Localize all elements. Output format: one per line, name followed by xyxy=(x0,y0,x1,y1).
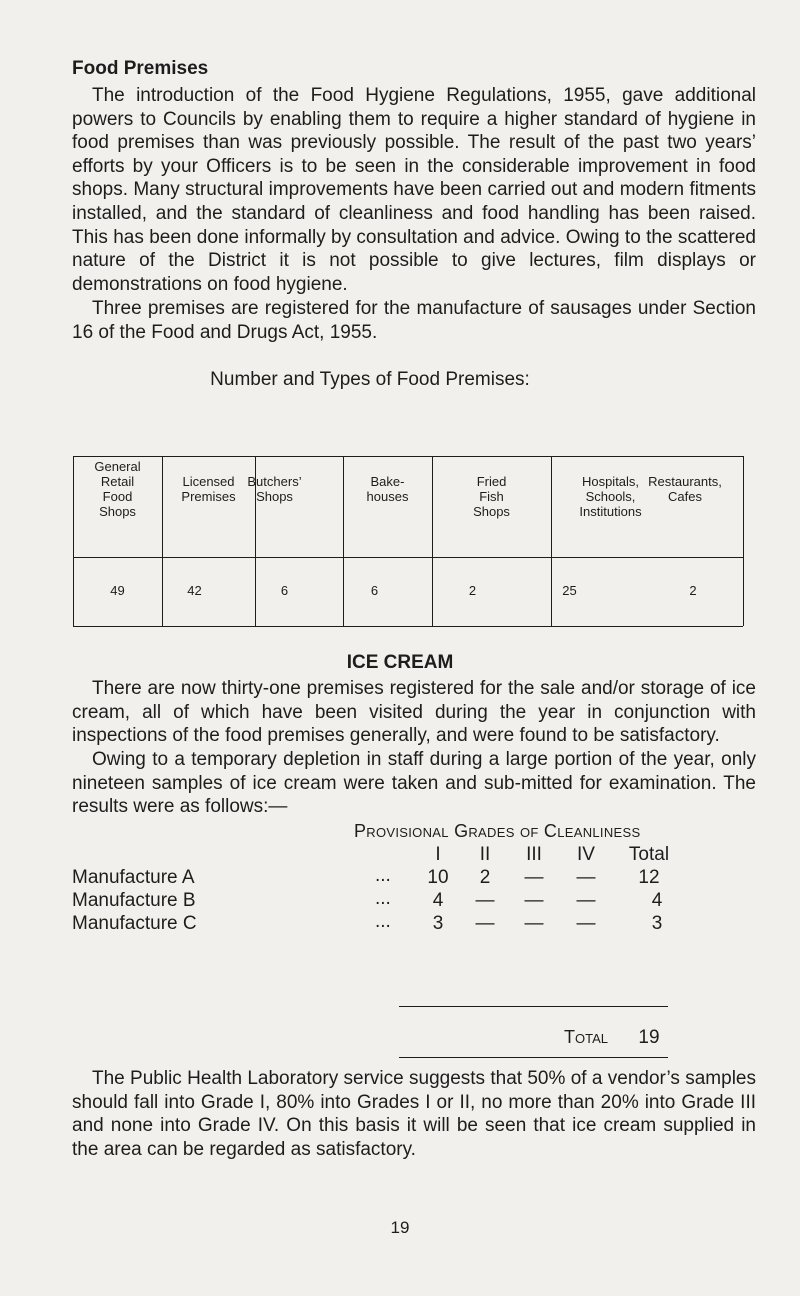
grade-total: 3 xyxy=(651,913,663,934)
table-value-cell: 49 xyxy=(110,583,125,598)
table-value-cell: 2 xyxy=(468,583,477,598)
grade-value: — xyxy=(524,913,544,934)
premises-table xyxy=(73,456,743,626)
ice-cream-paragraph-1: There are now thirty-one premises registered for the sale and/or storage of ice cream, all of which have been visited during the year in conjunction with inspections of the food premises generally, and were found to be satisfactory. xyxy=(72,678,756,747)
grade-header: Total xyxy=(628,844,670,865)
table-header-cell: Bake- houses xyxy=(366,474,409,504)
grade-value: — xyxy=(576,890,596,911)
table-value-cell: 2 xyxy=(689,583,697,598)
grade-value: 2 xyxy=(479,867,491,888)
grade-header: III xyxy=(526,844,542,865)
table-value-cell: 42 xyxy=(187,583,202,598)
table-header-rule xyxy=(73,557,743,558)
table-header-cell: Restaurants, Cafes xyxy=(648,474,722,504)
table-value-cell: 25 xyxy=(562,583,577,598)
grades-table-title: Provisional Grades of Cleanliness xyxy=(354,821,641,841)
grade-value: — xyxy=(524,867,544,888)
table-bottom-rule xyxy=(73,626,743,627)
grade-value: — xyxy=(475,913,495,934)
table-header-cell: General Retail Food Shops xyxy=(94,459,141,519)
grade-value: 10 xyxy=(427,867,449,888)
total-upper-rule xyxy=(399,1006,668,1007)
total-value: 19 xyxy=(638,1027,660,1048)
food-premises-paragraph-2: Three premises are registered for the manufacture of sausages under Section 16 of the Food and Drugs Act, 1955. xyxy=(72,298,756,343)
ice-cream-paragraph-3: The Public Health Laboratory service suggests that 50% of a vendor’s samples should fall into Grade I, 80% into Grades I or II, no more than 20% into Grade III and none into Grade IV. On this basis it will be seen that ice cream supplied in the area can be regarded as satisfactory. xyxy=(72,1068,756,1160)
premises-table-caption: Number and Types of Food Premises: xyxy=(210,369,530,390)
ice-cream-paragraph-2: Owing to a temporary depletion in staff during a large portion of the year, only nineteen samples of ice cream were taken and sub-mitted for examination. The results were as follows:— xyxy=(72,749,756,818)
table-header-cell: Butchers’ Shops xyxy=(247,474,302,504)
section-heading-ice-cream: ICE CREAM xyxy=(346,652,454,673)
row-label: Manufacture A xyxy=(72,867,195,888)
grade-value: — xyxy=(576,867,596,888)
table-value-cell: 6 xyxy=(280,583,289,598)
total-lower-rule xyxy=(399,1057,668,1058)
grade-header: IV xyxy=(577,844,595,865)
total-label: Total xyxy=(564,1027,608,1047)
row-leader: ... xyxy=(375,865,391,886)
grade-value: — xyxy=(576,913,596,934)
grade-value: 4 xyxy=(432,890,444,911)
row-leader: ... xyxy=(375,911,391,932)
table-header-cell: Hospitals, Schools, Institutions xyxy=(579,474,642,519)
row-label: Manufacture C xyxy=(72,913,197,934)
food-premises-paragraph-1: The introduction of the Food Hygiene Regulations, 1955, gave additional powers to Councils by enabling them to require a higher standard of hygiene in food premises than was previously possible. The result of the past two years’ efforts by your Officers is to be seen in the considerable improvement in food shops. Many structural improvements have been carried out and modern fitments installed, and the standard of cleanliness and food handling has been raised. This has been done informally by consultation and advice. Owing to the scattered nature of the District it is not possible to give lectures, film displays or demonstrations on food hygiene. xyxy=(72,85,756,295)
grade-total: 4 xyxy=(651,890,663,911)
row-leader: ... xyxy=(375,888,391,909)
grade-value: — xyxy=(524,890,544,911)
grade-total: 12 xyxy=(638,867,660,888)
section-heading-food-premises: Food Premises xyxy=(72,58,209,79)
grade-header: II xyxy=(479,844,491,865)
table-value-cell: 6 xyxy=(370,583,379,598)
row-label: Manufacture B xyxy=(72,890,196,911)
grade-header: I xyxy=(435,844,441,865)
table-header-cell: Fried Fish Shops xyxy=(473,474,510,519)
grade-value: 3 xyxy=(432,913,444,934)
table-top-rule xyxy=(73,456,743,457)
page-number: 19 xyxy=(390,1218,410,1237)
grade-value: — xyxy=(475,890,495,911)
table-header-cell: Licensed Premises xyxy=(181,474,236,504)
